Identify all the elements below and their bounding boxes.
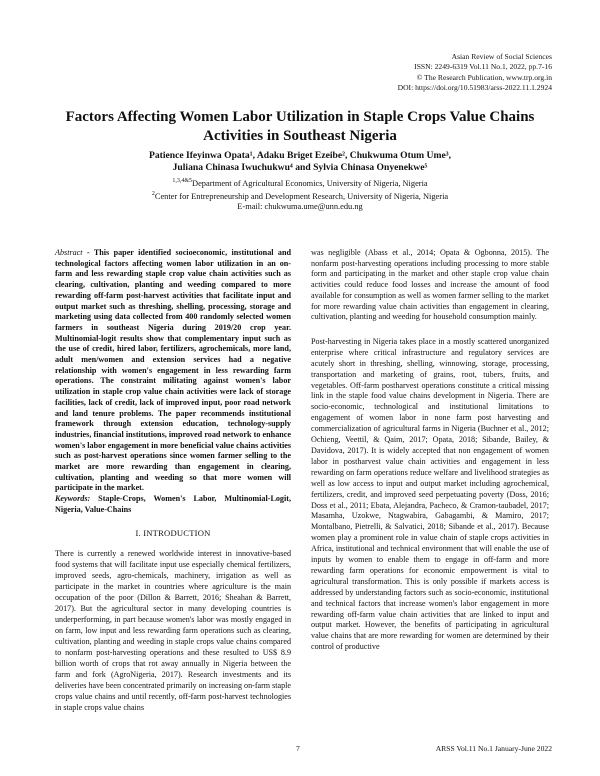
abstract-label: Abstract — [55, 248, 83, 257]
contact-email: E-mail: chukwuma.ume@unn.edu.ng — [237, 202, 363, 212]
affiliation-1-marker: 1,3,4&5 — [172, 178, 193, 184]
abstract — [55, 248, 291, 494]
journal-name: Asian Review of Social Sciences — [451, 52, 552, 61]
left-column — [55, 248, 291, 713]
author-list — [60, 150, 540, 174]
affiliations — [60, 176, 540, 213]
abstract-text: - This paper identified socioeconomic, institutional and technological factors affecting women labor utilization in an on-farm and less rewarding staple crop value chain activities such as clearing, cultivation, planting and weeding compared to more rewarding off-farm post-harvest activities that facilitate input and output market such as threshing, shelling, processing, storage and marketing using data collected from 400 randomly selected women farmers in southeast Nigeria during 2019/20 crop year. Multinomial-logit results show that complementary input such as the use of credit, hired labor, fertilizers, agrochemicals, more land, adult men/women and extension services had a negative relationship with women's engagement in less rewarding farm operations. The constraint militating against women's labor utilization in staple crop value chain activities were lack of storage facilities, lack of credit, lack of improved input, poor road network and land tenure problems. The paper recommends institutional framework through extension education, technology-supply industries, financial institutions, improved road network to enhance women's labor engagement in more beneficial value chains activities such as post-harvest operations since women farmer selling to the market are more rewarding than engagement in clearing, cultivation, planting and weeding so that more women will participate in the market. — [55, 248, 291, 493]
publisher-line: © The Research Publication, www.trp.org.in — [416, 72, 552, 82]
section-heading-introduction: I. INTRODUCTION — [135, 527, 211, 538]
affiliation-2 — [60, 189, 540, 202]
right-paragraph-2: Post-harvesting in Nigeria takes place in a mostly scattered unorganized enterprise where critical infrastructure and regulatory services are acutely short in threshing, shelling, winnowing, storage, processing, transportation and marketing of grains, root, tubers, fruits, and vegetables. Off-farm postharvest operations constitute a critical missing link in the staple food value chains development in Nigeria. There are socio-economic, technological and institutional limitations to engagement of women labor in none farm post harvesting and commercialization of agricultural farms in Nigeria (Buchner et al., 2012; Ochieng, Veettil, & Qaim, 2017; Opata, 2018; Sibande, Bailey, & Davidova, 2017). It is widely accepted that non engagement of women labor in postharvest value chain activities and engagement in less rewarding on farm operations reduce welfare and livelihood strategies as well as low access to input and output market including agrochemical, fertilizers, credit, and improved seed perpetuating poverty (Doss, 2016; Doss et al., 2011; Ebata, Alejandra, Pacheco, & Cramon-taubadel, 2017; Masamha, Uzokwe, Ntagwabira, Gabagambi, & Mamiro, 2017; Montalbano, Pietrelli, & Salvatici, 2018; Sibande et al., 2017). Because women play a prominent role in value chain of staple crops activities in Africa, institutional and technical environment that will enable the use of inputs by women to enable them to engage in off-farm and more rewarding farm operations for economic empowerment is vital to agricultural transformation. This is only possible if markets access is addressed by understanding factors such as socio-economic, institutional and technical factors that increase women's labor engagement in more rewarding off-farm value chain activities that are linked to input and output market. However, the benefits of participating in agricultural value chains that are more rewarding for women are determined by their control of productive — [311, 336, 549, 652]
authors-line-2: Juliana Chinasa Iwuchukwu⁴ and Sylvia Chinasa Onyenekwe⁵ — [172, 162, 428, 173]
affiliation-1-text: Department of Agricultural Economics, University of Nigeria, Nigeria — [192, 178, 428, 188]
page-number: 7 — [296, 744, 300, 753]
right-column — [311, 248, 549, 653]
doi-line: DOI: https://doi.org/10.51983/arss-2022.11.1.2924 — [397, 83, 552, 93]
keywords-text: Staple-Crops, Women's Labor, Multinomial-Logit, Nigeria, Value-Chains — [55, 494, 291, 514]
keywords — [55, 494, 291, 515]
paper-title: Factors Affecting Women Labor Utilization in Staple Crops Value Chains Activities in Southeast Nigeria — [65, 109, 535, 144]
affiliation-1 — [60, 176, 540, 189]
introduction-paragraph: There is currently a renewed worldwide interest in innovative-based food systems that will facilitate input use especially chemical fertilizers, improved seeds, agro-chemicals, machinery, irrigation as well as participate in the market in countries where agriculture is the main occupation of the poor (Dillon & Barrett, 2016; Sheahan & Barrett, 2017). But the agricultural sector in many developing countries is underperforming, in part because women's labor was mostly engaged in on farm, low input and less rewarding farm operations such as clearing, cultivation, planting and weeding in staple crops value chains compared to nonfarm post-harvesting operations and these resulted to US$ 8.9 billion worth of crops that rot away annually in Nigeria between the farm and fork (AgroNigeria, 2017). Research investments and its deliveries have been concentrated primarily on increasing on-farm staple crops value chains and until recently, off-farm post-harvest technologies in staple crops value chains — [55, 549, 291, 713]
affiliation-2-text: Center for Entrepreneurship and Development Research, University of Nigeria, Nigeria — [154, 192, 449, 201]
journal-header — [398, 52, 552, 94]
authors-line-1: Patience Ifeyinwa Opata¹, Adaku Briget Ezeibe², Chukwuma Otum Ume³, — [148, 150, 452, 161]
affiliation-2-marker: 2 — [151, 191, 155, 198]
right-paragraph-1: was negligible (Abass et al., 2014; Opata & Ogbonna, 2015). The nonfarm post-harvesting operations including processing to more stable form and participating in the market and other staple crop value chain activities could reduce food losses and increase the amount of food available for consumption as well as women farmer selling to the market for more rewarding value chain activities than engagement in clearing, cultivation, planting and weeding for household consumption mainly. — [311, 248, 549, 322]
keywords-label: Keywords: — [55, 494, 91, 504]
issn-line: ISSN: 2249-6319 Vol.11 No.1, 2022, pp.7-16 — [414, 62, 552, 72]
footer-journal-issue: ARSS Vol.11 No.1 January-June 2022 — [435, 744, 552, 753]
